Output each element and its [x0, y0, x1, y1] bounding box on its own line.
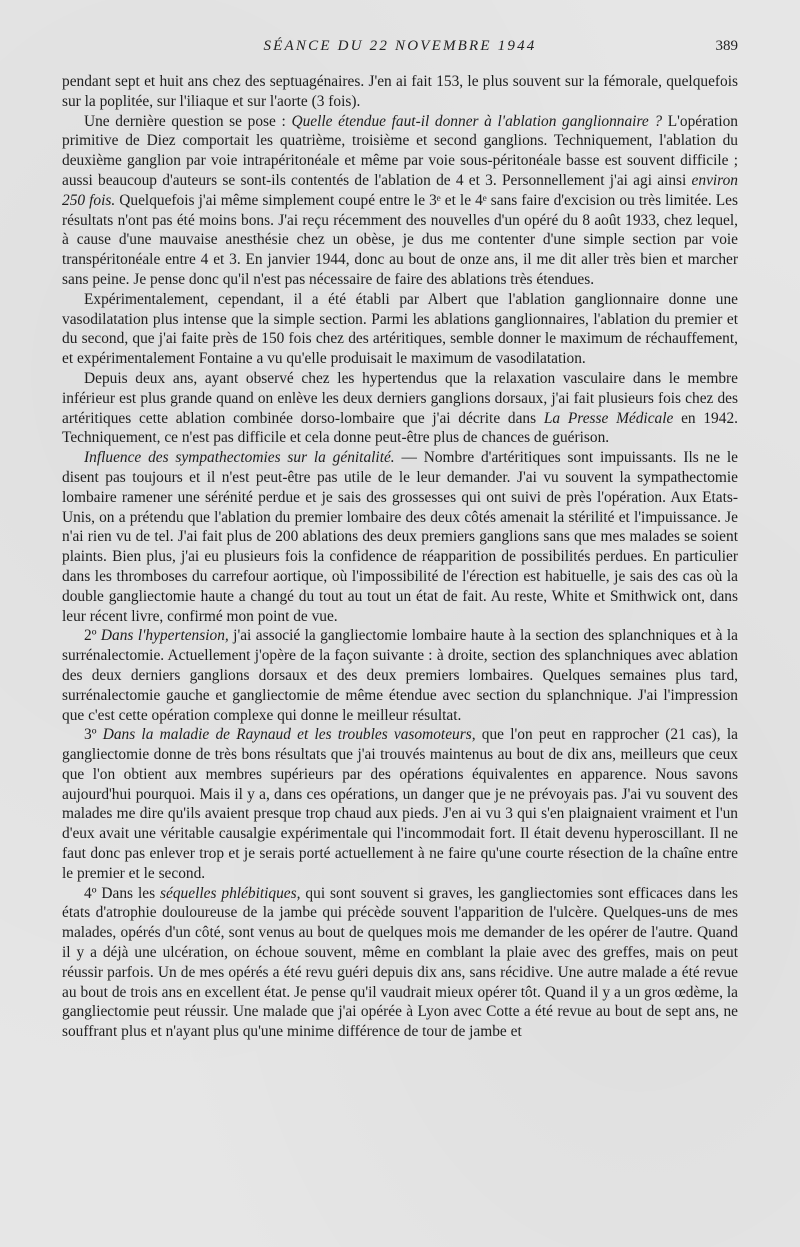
paragraph: [62, 290, 738, 369]
italic-phrase: Influence des sympathectomies sur la génitalité.: [84, 449, 395, 467]
text-run: pendant sept et huit ans chez des septuagénaires. J'en ai fait 153, le plus souvent sur la fémorale, quelquefois sur la poplitée, sur l'iliaque et sur l'aorte (3 fois).: [62, 73, 738, 110]
paragraph: [62, 626, 738, 725]
text-run: que l'on peut en rapprocher (21 cas), la gangliectomie donne de très bons résultats que j'ai trouvés maintenus au bout de dix ans, meilleurs que ceux que l'on obtient aux membres supérieurs par des opérations équivalentes en apparence. Nous savons aujourd'hui pourquoi. Mais il y a, dans ces opérations, un danger que je ne prévoyais pas. J'ai vu souvent des malades me dire qu'ils avaient presque trop chaud aux pieds. J'en ai vu 3 qui s'en plaignaient vraiment et l'un d'eux avait une véritable causalgie expérimentale qui l'incommodait fort. Il était devenu hyperoscillant. Il ne faut donc pas enlever trop et je serais porté actuellement à ne faire qu'une courte résection de la chaîne entre le premier et le second.: [62, 726, 738, 882]
running-head: [62, 38, 738, 62]
text-run: Quelquefois j'ai même simplement coupé entre le 3ᵉ et le 4ᵉ sans faire d'excision ou très limitée. Les résultats n'ont pas été moins bons. J'ai reçu récemment des nouvelles d'un opéré du 8 août 1933, chez lequel, à cause d'une mauvaise anesthésie chez un obèse, je dus me contenter d'une simple section par voie transpéritonéale entre 4 et 3. En janvier 1944, donc au bout de onze ans, il me dit aller très bien et marcher sans peine. Je pense donc qu'il n'est pas nécessaire de faire des ablations très étendues.: [62, 191, 738, 288]
italic-phrase: séquelles phlébitiques,: [160, 884, 301, 902]
text-run: en 1942. Techniquement, ce n'est pas difficile et cela donne peut-être plus de chances de guérison.: [62, 409, 738, 447]
italic-phrase: Dans l'hypertension,: [100, 627, 229, 645]
text-run: L'opération primitive de Diez comportait les quatrième, troisième et second ganglions. Techniquement, l'ablation du deuxième ganglion par voie intrapéritonéale et même par voie sous-péritonéale basse est souvent difficile ; aussi beaucoup d'auteurs se sont-ils contentés de l'ablation de 4 et 3. Personnellement j'ai agi ainsi: [62, 112, 738, 189]
text-run: 3º: [84, 726, 103, 744]
text-run: — Nombre d'artéritiques sont impuissants. Ils ne le disent pas toujours et il n'est peut-être pas utile de le leur demander. J'ai vu souvent la sympathectomie lombaire ramener une sérénité perdue et je sais des grossesses qui ont suivi de près l'opération. Aux Etats-Unis, on a prétendu que l'ablation du premier lombaire des deux côtés amenait la stérilité et l'impuissance. Je n'ai rien vu de tel. J'ai fait plus de 200 ablations des deux premiers ganglions sans que mes malades se soient plaints. Bien plus, j'ai eu plusieurs fois la confidence de réapparition de possibilités perdues. En particulier dans les thromboses du carrefour aortique, où l'impossibilité de l'érection est habituelle, je sais des cas où la double gangliectomie haute a changé du tout au tout un état de fait. Au reste, White et Smithwick ont, dans leur récent livre, confirmé mon point de vue.: [62, 449, 739, 625]
text-run: 4º Dans les: [84, 884, 161, 902]
italic-phrase: Quelle étendue faut-il donner à l'ablation ganglionnaire ?: [291, 112, 663, 130]
running-title: SÉANCE DU 22 NOVEMBRE 1944: [263, 38, 537, 54]
paragraph: [62, 369, 738, 448]
paragraph: [62, 448, 738, 626]
body-text: [62, 72, 738, 1042]
text-run: Expérimentalement, cependant, il a été établi par Albert que l'ablation ganglionnaire donne une vasodilatation plus intense que la simple section. Parmi les ablations ganglionnaires, l'ablation du premier et du second, que j'ai faite près de 150 fois chez des artéritiques, semble donner le maximum de réchauffement, et expérimentalement Fontaine a vu qu'elle produisait le maximum de vasodilatation.: [62, 290, 738, 368]
italic-phrase: environ 250 fois.: [62, 171, 738, 209]
paragraph: [62, 72, 738, 112]
paragraph: [62, 884, 738, 1042]
italic-phrase: Dans la maladie de Raynaud et les troubles vasomoteurs,: [102, 726, 476, 744]
paragraph: [62, 725, 738, 883]
page-number: 389: [715, 38, 738, 54]
paragraph: [62, 112, 738, 290]
text-run: Depuis deux ans, ayant observé chez les hypertendus que la relaxation vasculaire dans le membre inférieur est plus grande quand on enlève les deux derniers ganglions dorsaux, j'ai fait plusieurs fois chez des artéritiques cette ablation combinée dorso-lombaire que j'ai décrite dans: [62, 369, 738, 427]
text-run: Une dernière question se pose :: [84, 112, 292, 130]
italic-phrase: La Presse Médicale: [543, 409, 674, 427]
text-run: j'ai associé la gangliectomie lombaire haute à la section des splanchniques et à la surrénalectomie. Actuellement j'opère de la façon suivante : à droite, section des splanchniques avec ablation des deux derniers ganglions dorsaux et des deux premiers lombaires. Quelques semaines plus tard, surrénalectomie gauche et gangliectomie de même étendue avec section du splanchnique. J'ai l'impression que c'est cette opération complexe qui donne le meilleur résultat.: [62, 627, 738, 724]
text-run: qui sont souvent si graves, les gangliectomies sont efficaces dans les états d'atrophie douloureuse de la jambe qui précède souvent l'apparition de l'ulcère. Quelques-uns de mes malades, opérés d'un côté, sont venus au bout de quelques mois me demander de les opérer de l'autre. Quand il y a déjà une ulcération, on échoue souvent, même en comblant la plaie avec des greffes, mais on peut réussir parfois. Un de mes opérés a été revu guéri depuis dix ans, sans récidive. Une autre malade a été revue au bout de trois ans en excellent état. Je pense qu'il vaudrait mieux opérer tôt. Quand il y a un gros œdème, la gangliectomie peut réussir. Une malade que j'ai opérée à Lyon avec Cotte a été revue au bout de sept ans, ne souffrant plus et n'ayant plus qu'une minime différence de tour de jambe et: [62, 884, 738, 1041]
text-run: 2º: [84, 627, 101, 645]
